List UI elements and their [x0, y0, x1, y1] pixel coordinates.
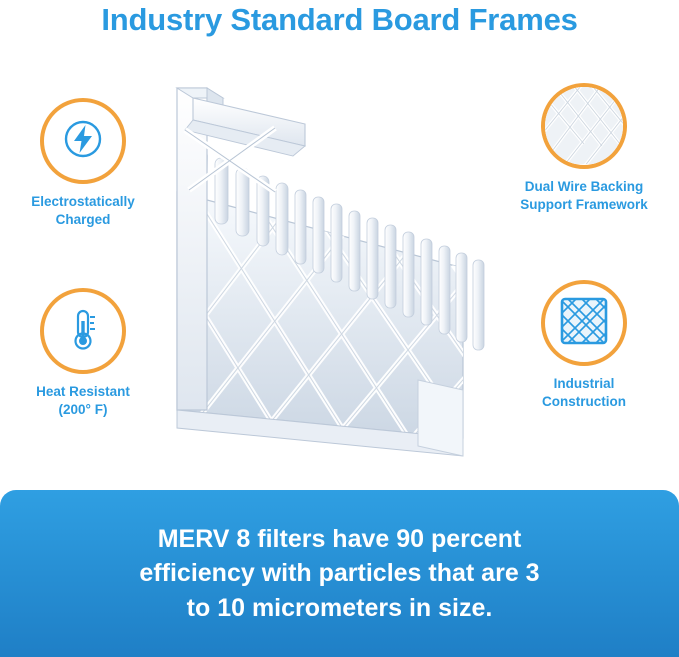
feature-label-electrostatically-charged — [8, 193, 158, 229]
banner-text — [113, 522, 565, 626]
feature-heat-resistant — [8, 288, 158, 419]
grid-frame-icon — [556, 293, 612, 354]
feature-label-line1: Industrial — [553, 376, 615, 391]
thermometer-icon — [57, 303, 109, 360]
feature-label-line2: (200° F) — [58, 402, 108, 418]
product-illustration — [163, 80, 508, 470]
feature-label-line2: Support Framework — [520, 197, 648, 213]
banner-line3: to 10 micrometers in size. — [186, 593, 493, 622]
banner-line2: efficiency with particles that are 3 — [139, 559, 540, 588]
feature-electrostatically-charged — [8, 98, 158, 229]
feature-industrial-construction — [509, 280, 659, 411]
feature-label-line2: Construction — [542, 394, 626, 410]
feature-label-heat-resistant — [8, 383, 158, 419]
feature-label-line1: Electrostatically — [31, 194, 135, 209]
badge-circle-electrostatically-charged — [40, 98, 126, 184]
banner-line1: MERV 8 filters have 90 percent — [157, 524, 522, 553]
feature-dual-wire-backing — [509, 83, 659, 214]
badge-circle-heat-resistant — [40, 288, 126, 374]
badge-circle-industrial-construction — [541, 280, 627, 366]
feature-label-line2: Charged — [55, 212, 111, 228]
feature-label-line1: Dual Wire Backing — [524, 179, 644, 194]
wire-mesh-photo-icon — [544, 84, 624, 169]
feature-label-industrial-construction — [509, 375, 659, 411]
merv-rating-banner — [0, 490, 679, 657]
badge-circle-dual-wire-backing — [541, 83, 627, 169]
page-title: Industry Standard Board Frames — [101, 2, 578, 37]
feature-label-line1: Heat Resistant — [36, 384, 130, 399]
lightning-bolt-icon — [59, 115, 107, 168]
feature-label-dual-wire-backing — [509, 178, 659, 214]
